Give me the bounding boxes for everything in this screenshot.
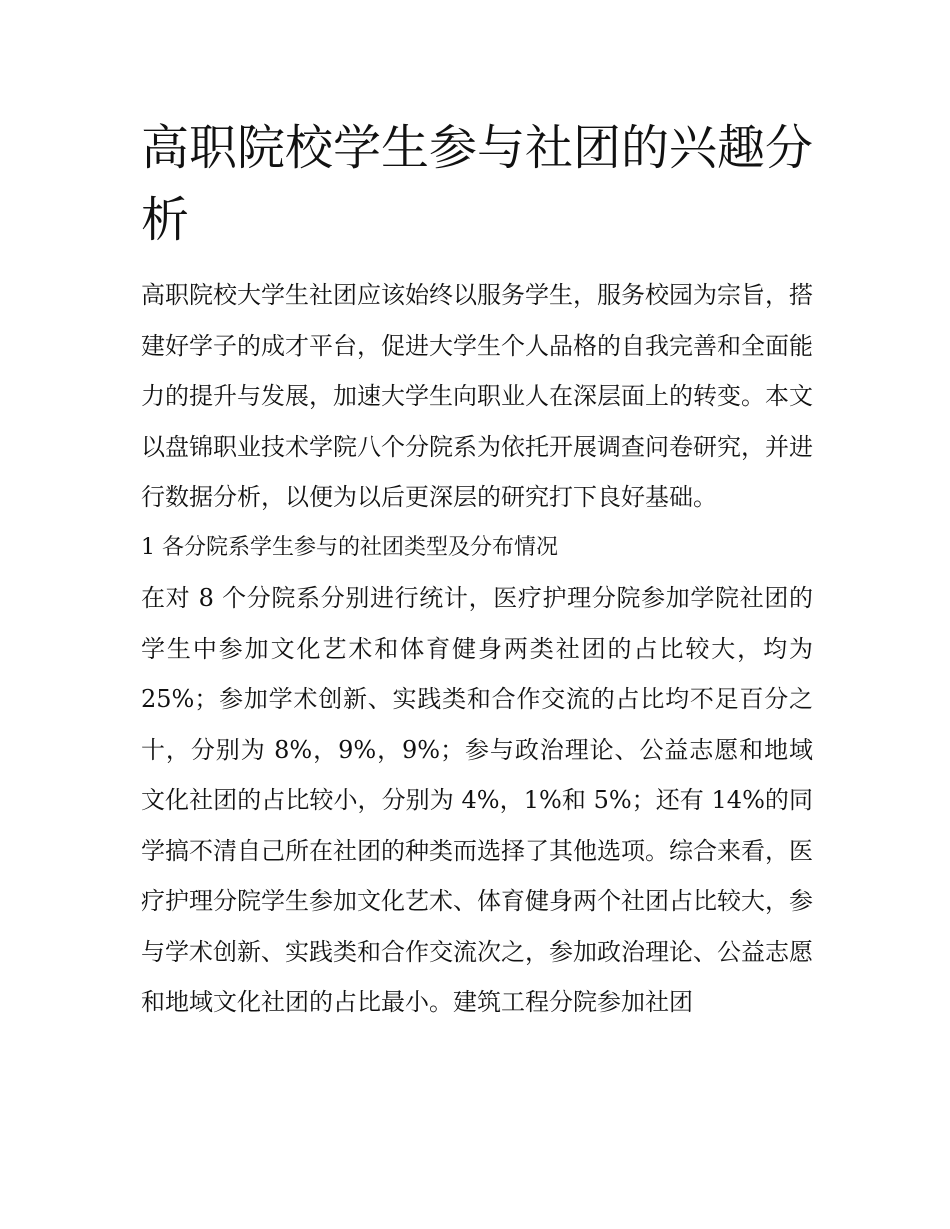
document-page (141, 112, 813, 1028)
section-body-paragraph: 在对 8 个分院系分别进行统计，医疗护理分院参加学院社团的学生中参加文化艺术和体育健身两类社团的占比较大，均为 25%；参加学术创新、实践类和合作交流的占比均不足百分之十，分别为 8%，9%，9%；参与政治理论、公益志愿和地域文化社团的占比较小，分别为 4%，1%和 5%；还有 14%的同学搞不清自己所在社团的种类而选择了其他选项。综合来看，医疗护理分院学生参加文化艺术、体育健身两个社团占比较大，参与学术创新、实践类和合作交流次之，参加政治理论、公益志愿和地域文化社团的占比最小。建筑工程分院参加社团 (141, 584, 813, 1016)
document-title: 高职院校学生参与社团的兴趣分析 (141, 120, 814, 248)
intro-paragraph: 高职院校大学生社团应该始终以服务学生，服务校园为宗旨，搭建好学子的成才平台，促进大学生个人品格的自我完善和全面能力的提升与发展，加速大学生向职业人在深层面上的转变。本文以盘锦职业技术学院八个分院系为依托开展调查问卷研究，并进行数据分析，以便为以后更深层的研究打下良好基础。 (141, 281, 813, 511)
section-heading: 1 各分院系学生参与的社团类型及分布情况 (141, 534, 558, 560)
